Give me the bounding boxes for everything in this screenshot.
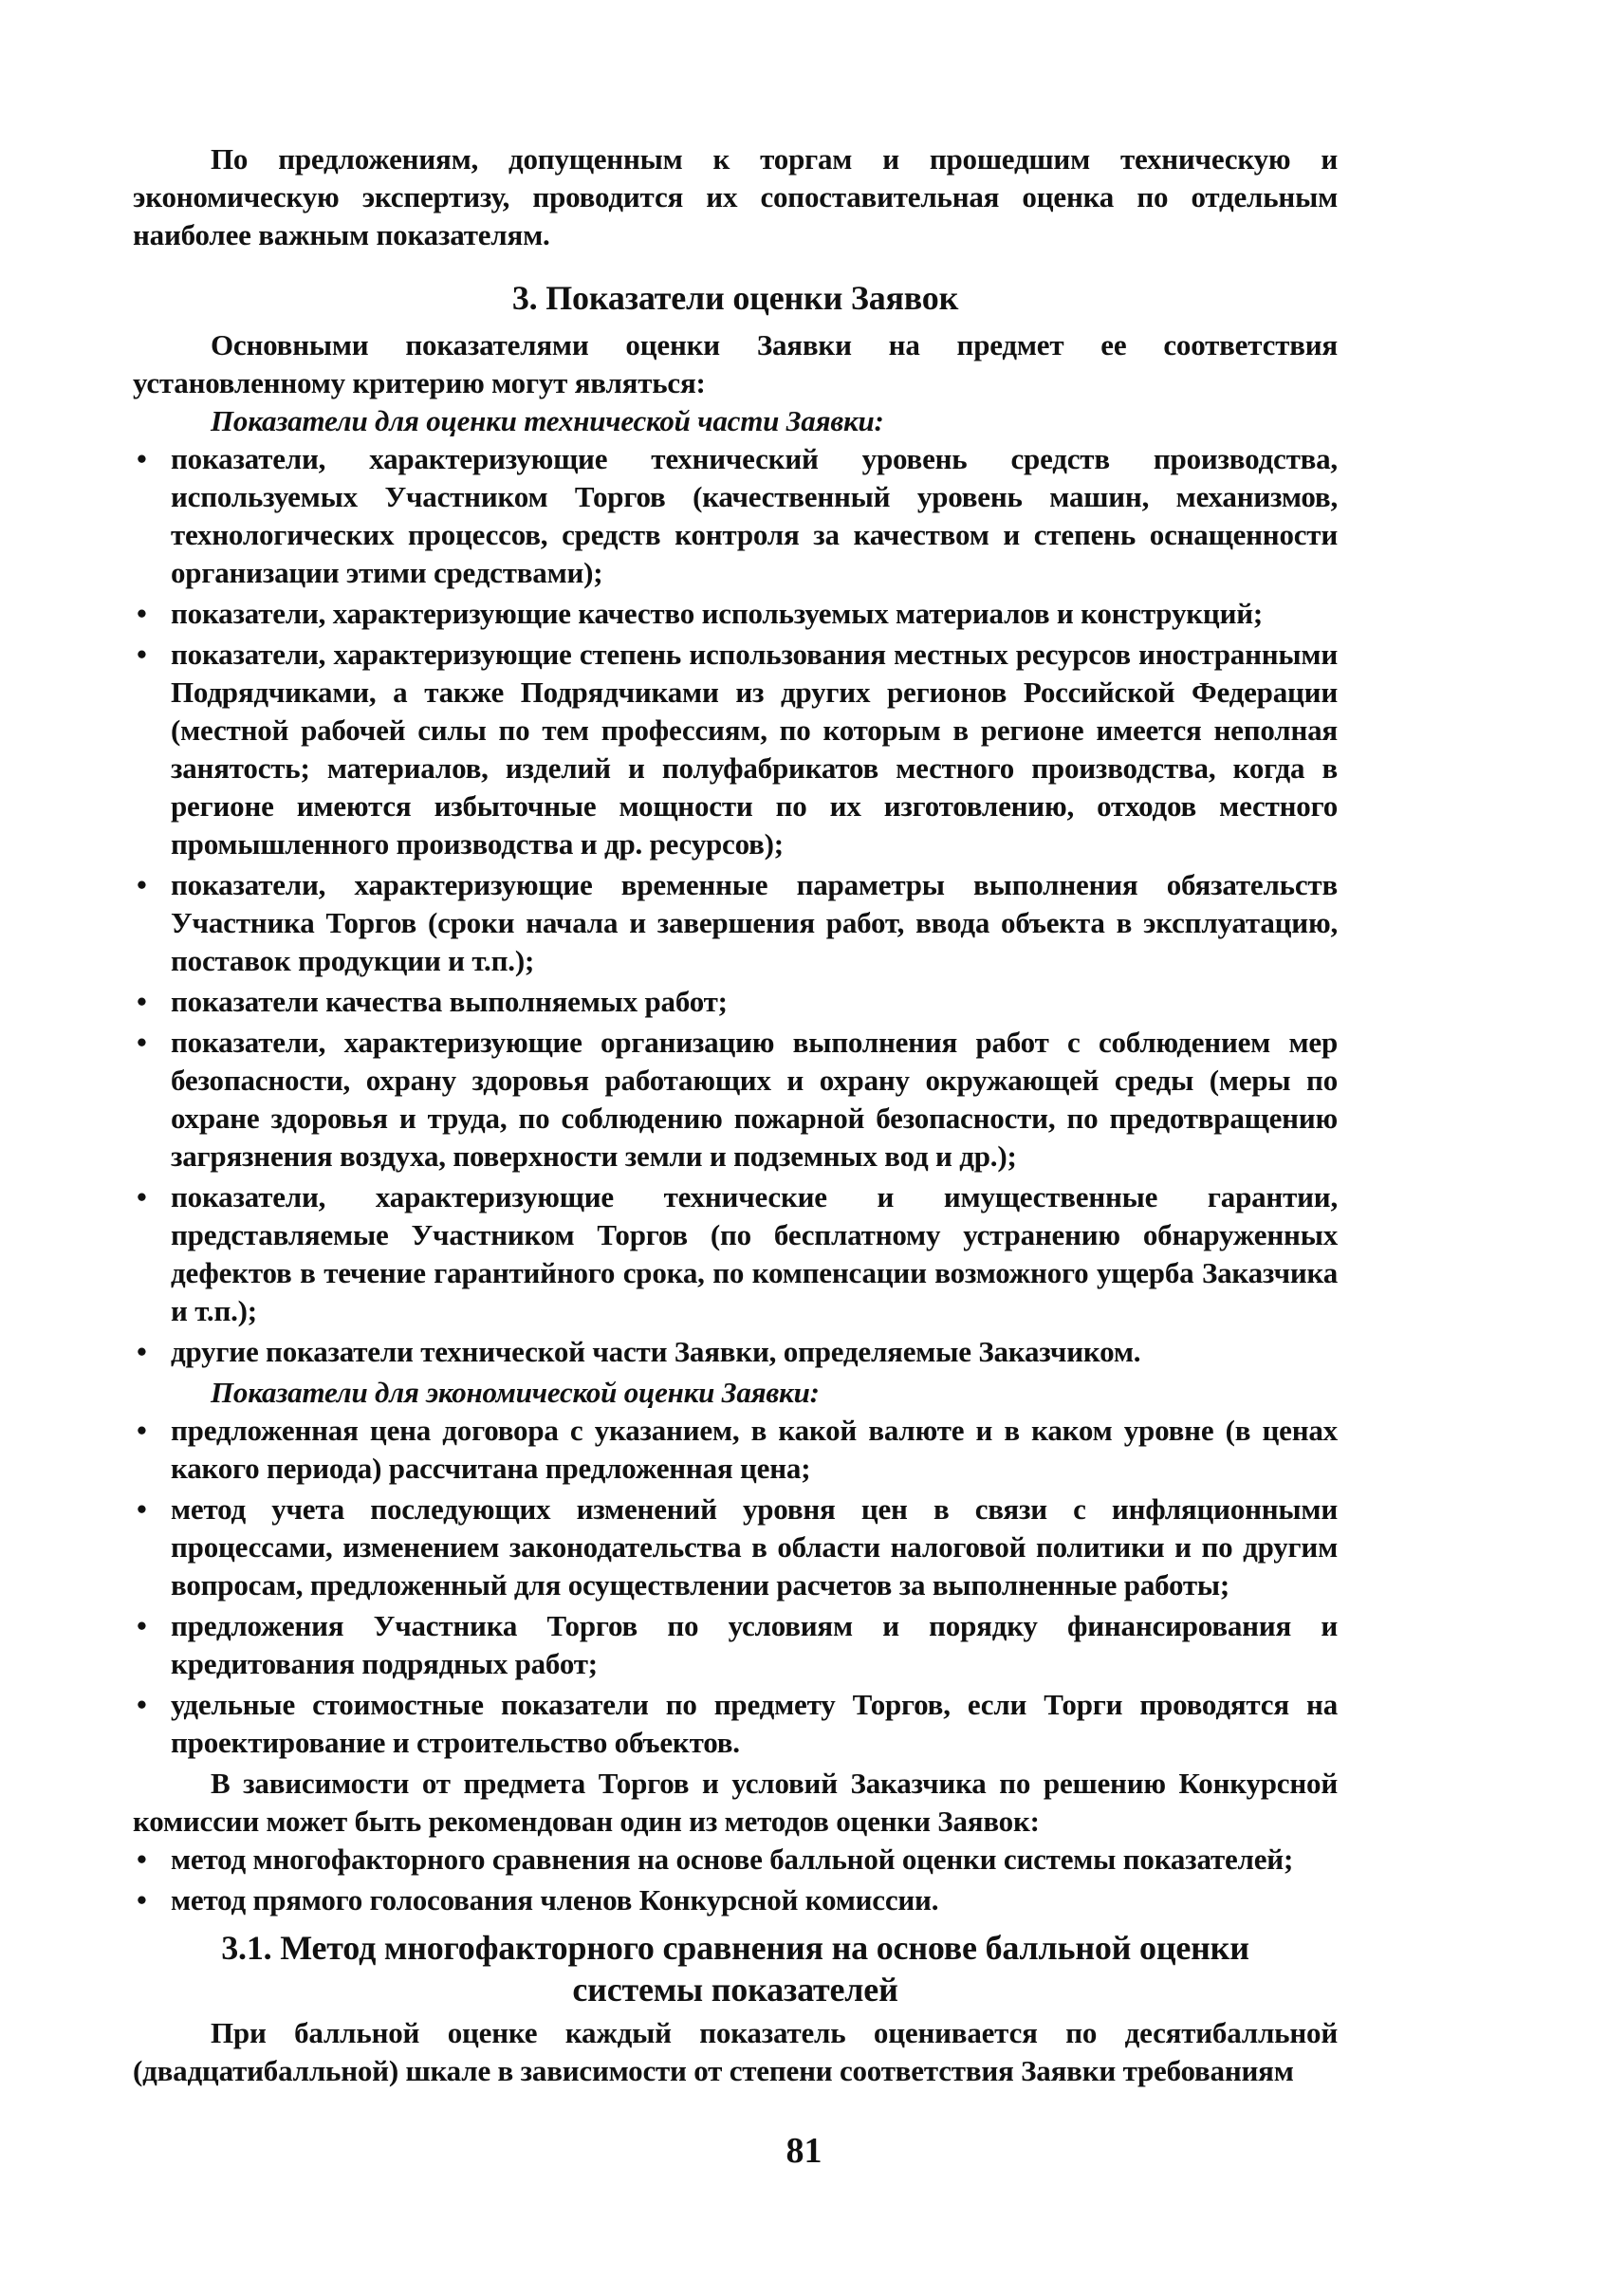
section-3-1-heading-line-1: 3.1. Метод многофакторного сравнения на основе балльной оценки — [221, 1929, 1249, 1967]
page-number: 81 — [786, 2131, 822, 2171]
intro-paragraph: По предложениям, допущенным к торгам и прошедшим техническую и экономическую экспертизу, проводится их сопоставительная оценка по отдельным наиболее важным показателям. — [133, 142, 1338, 251]
list-item: • другие показатели технической части Заявки, определяемые Заказчиком. — [133, 1333, 1338, 1371]
methods-intro: В зависимости от предмета Торгов и условий Заказчика по решению Конкурсной комиссии может быть рекомендован один из методов оценки Заявок: — [133, 1767, 1338, 1838]
bullet-icon: • — [137, 638, 147, 671]
list-item: • метод многофакторного сравнения на основе балльной оценки системы показателей; — [133, 1841, 1338, 1879]
section-3-1-heading — [133, 1927, 1338, 2010]
bullet-icon: • — [137, 985, 147, 1018]
list-item: • показатели, характеризующие временные параметры выполнения обязательств Участника Торгов (сроки начала и завершения работ, ввода объекта в эксплуатацию, поставок продукции и т.п.); — [137, 868, 1338, 977]
section-3-1-heading-line-2: системы показателей — [572, 1971, 898, 2009]
section-3-heading: 3. Показатели оценки Заявок — [511, 279, 959, 317]
bullet-icon: • — [137, 868, 147, 901]
technical-subheading: Показатели для оценки технической части Заявки: — [211, 404, 884, 437]
bullet-icon: • — [137, 442, 147, 475]
list-item: • показатели, характеризующие технические и имущественные гарантии, представляемые Участником Торгов (по бесплатному устранению обнаруженных дефектов в течение гарантийного срока, по компенсации возможного ущерба Заказчика и т.п.); — [137, 1180, 1338, 1327]
bullet-icon: • — [137, 1026, 147, 1059]
list-item: • показатели, характеризующие степень использования местных ресурсов иностранными Подрядчиками, а также Подрядчиками из других регионов Российской Федерации (местной рабочей силы по тем профессиям, по которым в регионе имеется неполная занятость; материалов, изделий и полуфабрикатов местного производства, когда в регионе имеются избыточные мощности по их изготовлению, отходов местного промышленного производства и др. ресурсов); — [137, 638, 1338, 861]
economic-subheading: Показатели для экономической оценки Заявки: — [211, 1376, 820, 1409]
bullet-icon: • — [137, 1883, 147, 1916]
list-item: • показатели, характеризующие технический уровень средств производства, используемых Участником Торгов (качественный уровень машин, механизмов, технологических процессов, средств контроля за качеством и степень оснащенности организации этими средствами); — [137, 442, 1338, 589]
list-item: • предложения Участника Торгов по условиям и порядку финансирования и кредитования подрядных работ; — [137, 1609, 1338, 1680]
bullet-icon: • — [137, 1414, 147, 1447]
bullet-icon: • — [137, 1688, 147, 1721]
section-3-intro: Основными показателями оценки Заявки на предмет ее соответствия установленному критерию могут являться: — [133, 328, 1338, 399]
list-item: • метод прямого голосования членов Конкурсной комиссии. — [133, 1881, 1338, 1919]
list-item: • предложенная цена договора с указанием, в какой валюте и в каком уровне (в ценах какого периода) рассчитана предложенная цена; — [137, 1414, 1338, 1485]
bullet-icon: • — [137, 1492, 147, 1526]
bullet-icon: • — [137, 1180, 147, 1213]
section-3-1-paragraph: При балльной оценке каждый показатель оценивается по десятибалльной (двадцатибалльной) шкале в зависимости от степени соответствия Заявки требованиям — [133, 2016, 1338, 2087]
methods-list — [133, 1841, 1338, 1919]
list-item: • показатели, характеризующие качество используемых материалов и конструкций; — [133, 595, 1338, 633]
bullet-icon: • — [137, 1609, 147, 1642]
bullet-icon: • — [137, 597, 147, 630]
list-item: • показатели, характеризующие организацию выполнения работ с соблюдением мер безопасности, охрану здоровья работающих и охрану окружающей среды (меры по охране здоровья и труда, по соблюдению пожарной безопасности, по предотвращению загрязнения воздуха, поверхности земли и подземных вод и др.); — [137, 1026, 1338, 1173]
technical-list — [133, 440, 1338, 1371]
bullet-icon: • — [137, 1335, 147, 1368]
list-item: • метод учета последующих изменений уровня цен в связи с инфляционными процессами, изменением законодательства в области налоговой политики и по другим вопросам, предложенный для осуществлении расчетов за выполненные работы; — [137, 1492, 1338, 1602]
economic-list — [133, 1412, 1338, 1762]
list-item: • показатели качества выполняемых работ; — [133, 983, 1338, 1021]
page-body — [133, 140, 1338, 2090]
bullet-icon: • — [137, 1842, 147, 1876]
list-item: • удельные стоимостные показатели по предмету Торгов, если Торги проводятся на проектирование и строительство объектов. — [137, 1688, 1338, 1759]
